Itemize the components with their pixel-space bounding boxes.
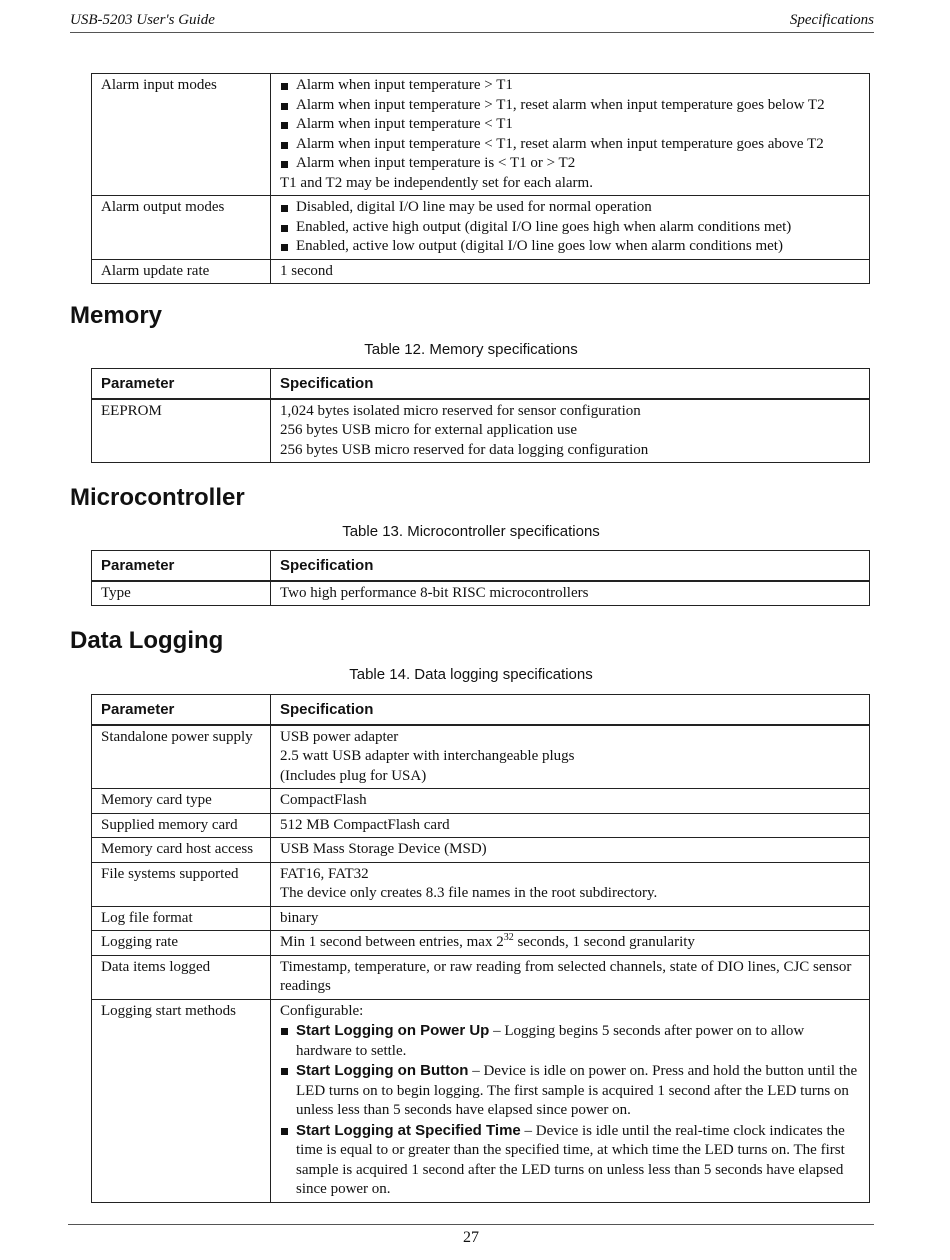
- list-item: Alarm when input temperature < T1: [280, 115, 861, 135]
- table-row: [92, 789, 870, 814]
- spec-cell: 512 MB CompactFlash card: [271, 813, 870, 838]
- column-header: Specification: [271, 695, 870, 725]
- method-title: Start Logging on Power Up: [296, 1022, 490, 1039]
- spec-line: 2.5 watt USB adapter with interchangeable plugs: [280, 748, 575, 764]
- document-title: USB-5203 User's Guide: [70, 12, 215, 28]
- param-cell: Standalone power supply: [92, 725, 271, 789]
- param-cell: EEPROM: [92, 399, 271, 463]
- param-cell: Logging start methods: [92, 999, 271, 1202]
- table-caption: Table 13. Microcontroller specifications: [342, 523, 600, 540]
- spec-cell: binary: [271, 906, 870, 931]
- param-cell: Type: [92, 581, 271, 606]
- page-header: [70, 10, 874, 33]
- list-item: [280, 1121, 861, 1200]
- rate-exponent: 32: [503, 932, 514, 943]
- note-text: T1 and T2 may be independently set for each alarm.: [280, 174, 593, 191]
- spec-cell: [271, 196, 870, 260]
- table-row: [92, 196, 870, 260]
- spec-cell: Timestamp, temperature, or raw reading from selected channels, state of DIO lines, CJC sensor readings: [271, 955, 870, 999]
- section-heading-microcontroller: Microcontroller: [70, 484, 245, 511]
- section-heading-memory: Memory: [70, 302, 163, 329]
- table-row: [92, 399, 870, 463]
- table-caption: Table 12. Memory specifications: [364, 341, 578, 358]
- table-row: [92, 999, 870, 1202]
- param-cell: Memory card type: [92, 789, 271, 814]
- param-cell: Alarm update rate: [92, 259, 271, 284]
- table-row: [92, 862, 870, 906]
- spec-cell: [271, 74, 870, 196]
- param-cell: Data items logged: [92, 955, 271, 999]
- rate-text-tail: seconds, 1 second granularity: [513, 934, 695, 950]
- spec-line: Configurable:: [280, 1002, 364, 1019]
- list-item: Alarm when input temperature > T1: [280, 76, 861, 96]
- alarm-table: [91, 73, 870, 284]
- table-row: [92, 931, 870, 956]
- list-item: Enabled, active low output (digital I/O line goes low when alarm conditions met): [280, 237, 861, 257]
- column-header: Specification: [271, 551, 870, 581]
- param-cell: Logging rate: [92, 931, 271, 956]
- data-logging-table: [91, 694, 870, 1203]
- table-row: [92, 581, 870, 606]
- method-text: – Device is idle until the real-time clock indicates the time is equal to or greater than the specified time, at which time the LED turns on. The first sample is acquired 1 second after the LED turns on unless less than 5 seconds have elapsed since power on.: [296, 1122, 845, 1197]
- table-row: [92, 813, 870, 838]
- column-header: Specification: [271, 369, 870, 399]
- spec-cell: [271, 999, 870, 1202]
- chapter-title: Specifications: [789, 12, 874, 28]
- param-cell: Supplied memory card: [92, 813, 271, 838]
- method-text: – Device is idle on power on. Press and hold the button until the LED turns on to begin logging. The first sample is acquired 1 second after the LED turns on unless less than 5 seconds have elapsed since power on.: [296, 1063, 858, 1118]
- spec-cell: USB Mass Storage Device (MSD): [271, 838, 870, 863]
- spec-line: 1,024 bytes isolated micro reserved for sensor configuration: [280, 402, 641, 419]
- list-item: [280, 1061, 861, 1121]
- column-header: Parameter: [92, 369, 271, 399]
- table-caption: Table 14. Data logging specifications: [349, 666, 593, 683]
- method-text: – Logging begins 5 seconds after power on to allow hardware to settle.: [296, 1023, 805, 1059]
- section-heading-data-logging: Data Logging: [70, 627, 224, 654]
- table-header-row: [92, 369, 870, 399]
- table-row: [92, 838, 870, 863]
- method-title: Start Logging at Specified Time: [296, 1121, 521, 1139]
- spec-cell: Two high performance 8-bit RISC microcontrollers: [271, 581, 870, 606]
- method-title: Start Logging on Button: [296, 1062, 469, 1079]
- table-header-row: [92, 695, 870, 725]
- list-item: Alarm when input temperature < T1, reset alarm when input temperature goes above T2: [280, 135, 861, 155]
- param-cell: File systems supported: [92, 862, 271, 906]
- table-row: [92, 725, 870, 789]
- spec-cell: [271, 931, 870, 956]
- page-footer: [68, 1224, 874, 1247]
- column-header: Parameter: [92, 551, 271, 581]
- spec-cell: [271, 725, 870, 789]
- list-item: Disabled, digital I/O line may be used for normal operation: [280, 198, 861, 218]
- param-cell: Log file format: [92, 906, 271, 931]
- page-number: 27: [463, 1229, 479, 1246]
- spec-line: (Includes plug for USA): [280, 767, 427, 784]
- list-item: Alarm when input temperature is < T1 or > T2: [280, 154, 861, 174]
- table-row: [92, 906, 870, 931]
- table-row: [92, 955, 870, 999]
- param-cell: Memory card host access: [92, 838, 271, 863]
- spec-cell: [271, 862, 870, 906]
- spec-line: 256 bytes USB micro for external application use: [280, 422, 578, 438]
- microcontroller-table: [91, 550, 870, 606]
- spec-cell: 1 second: [271, 259, 870, 284]
- list-item: Alarm when input temperature > T1, reset alarm when input temperature goes below T2: [280, 96, 861, 116]
- table-row: [92, 259, 870, 284]
- param-cell: Alarm input modes: [92, 74, 271, 196]
- spec-line: FAT16, FAT32: [280, 865, 369, 882]
- table-row: [92, 74, 870, 196]
- rate-text: Min 1 second between entries, max 2: [280, 934, 504, 950]
- spec-cell: CompactFlash: [271, 789, 870, 814]
- param-cell: Alarm output modes: [92, 196, 271, 260]
- column-header: Parameter: [92, 695, 271, 725]
- spec-cell: [271, 399, 870, 463]
- list-item: Enabled, active high output (digital I/O line goes high when alarm conditions met): [280, 218, 861, 238]
- spec-line: 256 bytes USB micro reserved for data logging configuration: [280, 441, 649, 458]
- table-header-row: [92, 551, 870, 581]
- spec-line: USB power adapter: [280, 728, 399, 745]
- list-item: [280, 1021, 861, 1061]
- spec-line: The device only creates 8.3 file names in the root subdirectory.: [280, 885, 658, 901]
- memory-table: [91, 368, 870, 463]
